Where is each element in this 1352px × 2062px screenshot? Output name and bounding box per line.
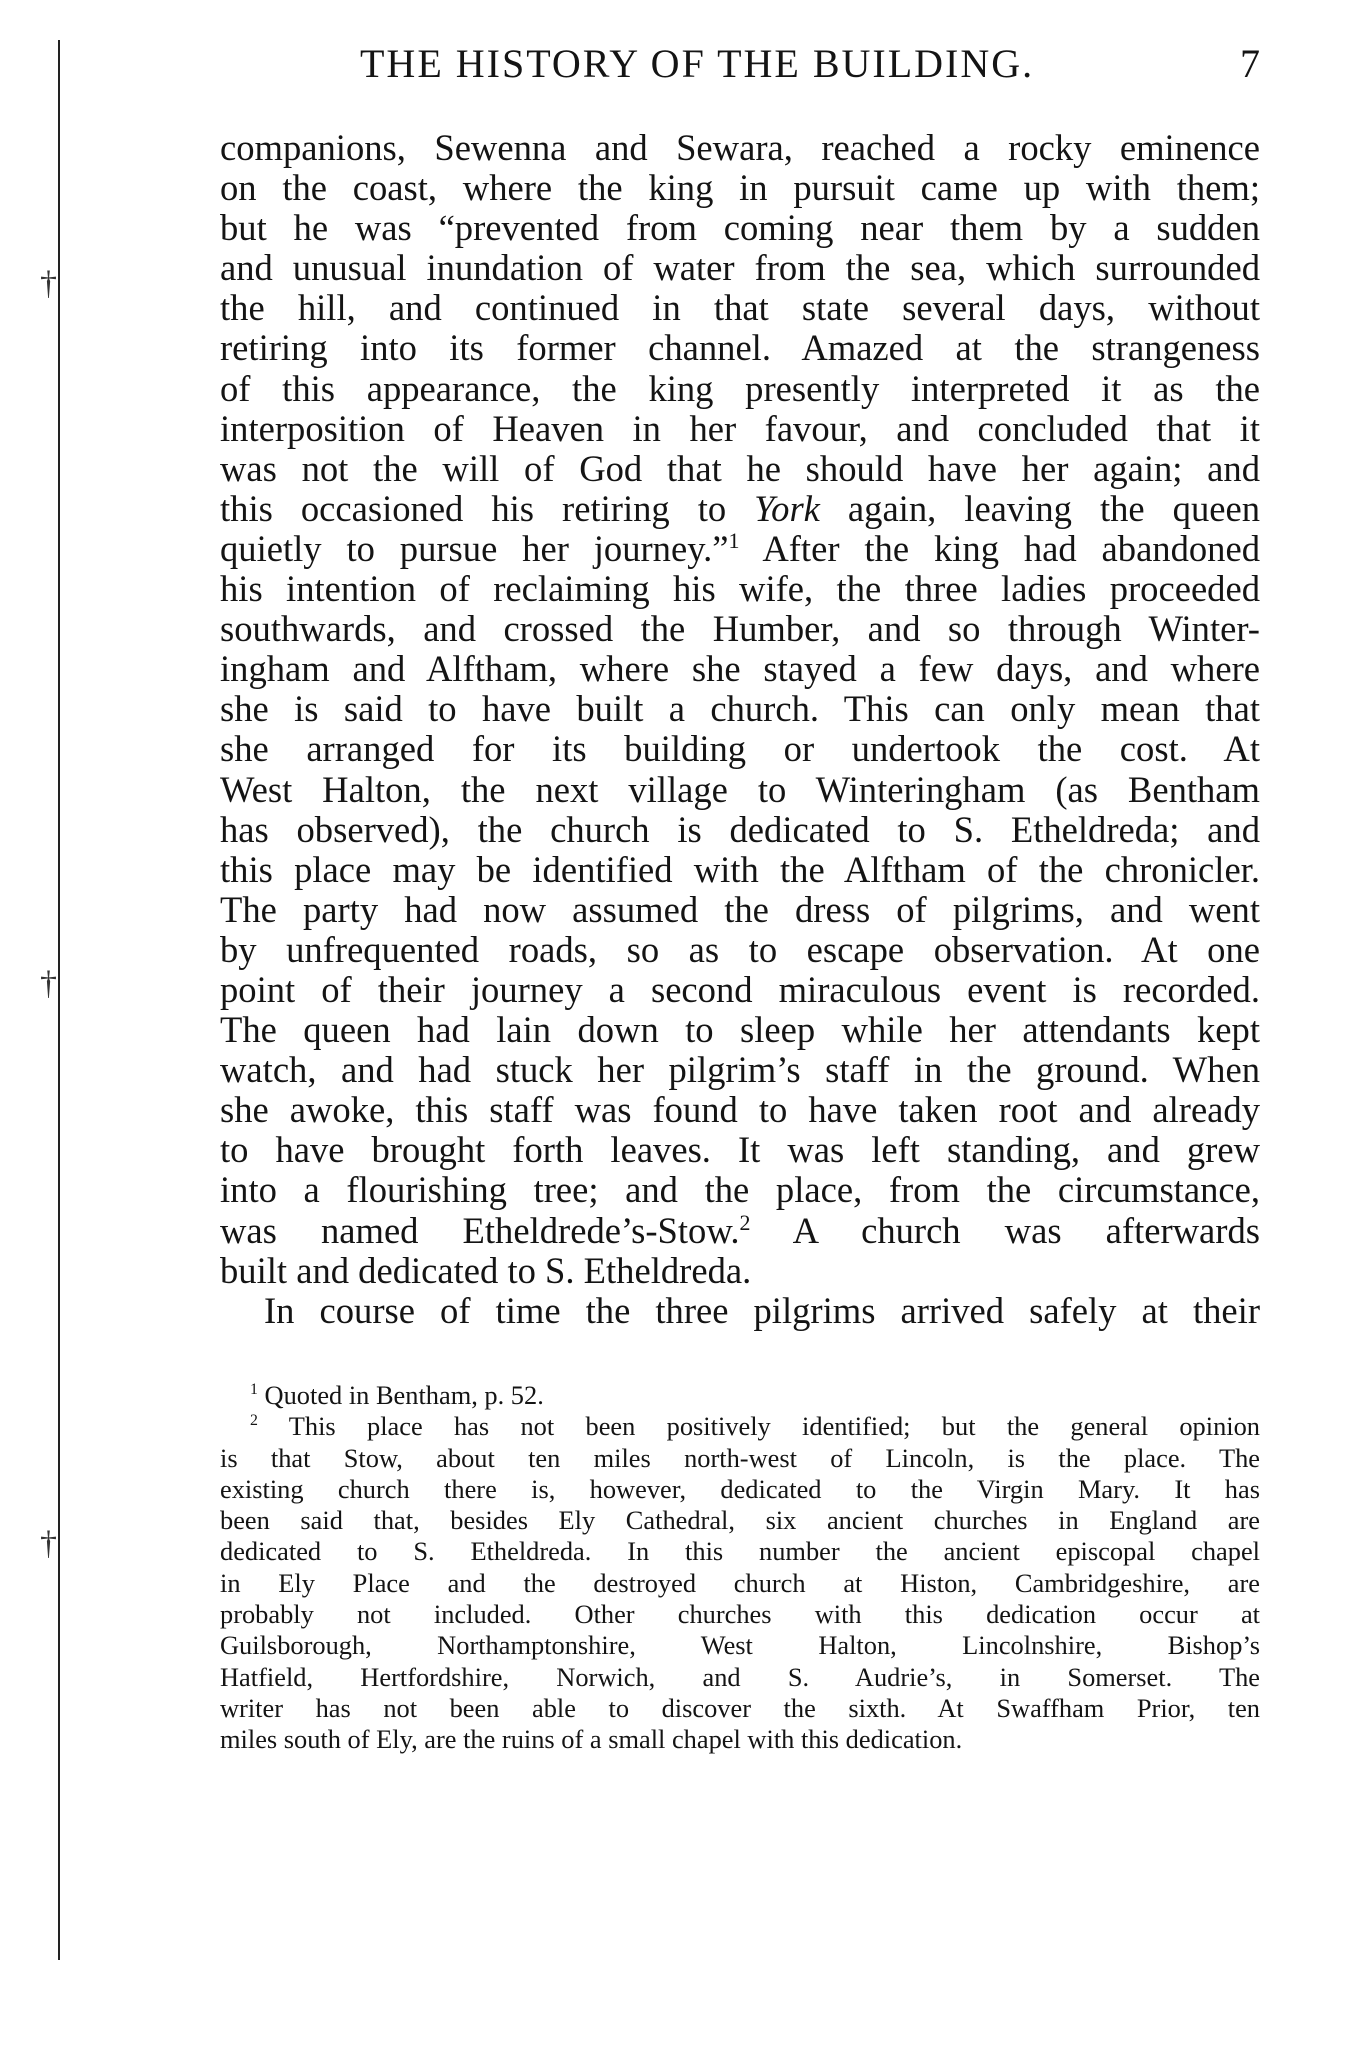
text-line: The queen had lain down to sleep while her attendants kept (220, 1009, 1260, 1051)
text-line: she arranged for its building or undertook the cost. At (220, 728, 1260, 770)
text-fragment: quietly to pursue her journey.” (220, 527, 729, 569)
text-line: to have brought forth leaves. It was left standing, and grew (220, 1129, 1260, 1171)
footnote-text: Quoted in Bentham, p. 52. (264, 1380, 544, 1410)
paragraph-first-line: In course of time the three pilgrims arrived safely at their (264, 1289, 1260, 1331)
footnote-line: in Ely Place and the destroyed church at Histon, Cambridgeshire, are (220, 1567, 1260, 1598)
text-line: she awoke, this staff was found to have taken root and already (220, 1089, 1260, 1131)
margin-blot-mark: † (40, 1525, 57, 1562)
footnote-line: writer has not been able to discover the sixth. At Swaffham Prior, ten (220, 1692, 1260, 1723)
footnote-line: probably not included. Other churches with this dedication occur at (220, 1599, 1260, 1630)
footnote-line: miles south of Ely, are the ruins of a small chapel with this dedication. (220, 1724, 963, 1755)
text-fragment: After the king had abandoned (739, 527, 1260, 569)
footnote-2-first-line (220, 1411, 1260, 1442)
text-line (220, 1211, 1260, 1251)
text-line: companions, Sewenna and Sewara, reached a rocky eminence (220, 127, 1260, 168)
page-number: 7 (1240, 41, 1260, 86)
text-fragment: again, leaving the queen (819, 487, 1260, 529)
text-line: of this appearance, the king presently interpreted it as the (220, 367, 1260, 409)
text-line: his intention of reclaiming his wife, the three ladies proceeded (220, 568, 1260, 610)
footnote-line: is that Stow, about ten miles north-west of Lincoln, is the place. The (220, 1442, 1260, 1473)
text-line: and unusual inundation of water from the sea, which surrounded (220, 247, 1260, 289)
footnote-line: Hatfield, Hertfordshire, Norwich, and S. Audrie’s, in Somerset. The (220, 1661, 1260, 1692)
italic-place-name: York (754, 487, 820, 529)
text-line: the hill, and continued in that state several days, without (220, 287, 1260, 329)
margin-blot-mark: † (40, 965, 57, 1002)
binding-edge-line (58, 40, 60, 1960)
text-line (220, 489, 1260, 529)
text-line: watch, and had stuck her pilgrim’s staff in the ground. When (220, 1049, 1260, 1091)
text-line: southwards, and crossed the Humber, and so through Winter- (220, 608, 1260, 650)
running-head (220, 40, 1260, 100)
footnote-line: Guilsborough, Northamptonshire, West Halton, Lincolnshire, Bishop’s (220, 1630, 1260, 1661)
footnote-1 (220, 1380, 1260, 1411)
footnote-line: existing church there is, however, dedicated to the Virgin Mary. It has (220, 1473, 1260, 1504)
text-line: interposition of Heaven in her favour, and concluded that it (220, 407, 1260, 449)
text-line: point of their journey a second miraculous event is recorded. (220, 968, 1260, 1010)
text-fragment: was named Etheldrede’s-Stow. (220, 1209, 740, 1251)
text-line: on the coast, where the king in pursuit came up with them; (220, 167, 1260, 209)
text-line (220, 529, 1260, 569)
footnote-line: been said that, besides Ely Cathedral, six ancient churches in England are (220, 1505, 1260, 1536)
text-line: built and dedicated to S. Etheldreda. (220, 1249, 752, 1291)
text-line: into a flourishing tree; and the place, from the circumstance, (220, 1169, 1260, 1211)
footnote-line: dedicated to S. Etheldreda. In this number the ancient episcopal chapel (220, 1536, 1260, 1567)
footnote-ref-2[interactable]: 2 (739, 1209, 751, 1235)
text-line: ingham and Alftham, where she stayed a few days, and where (220, 648, 1260, 690)
margin-blot-mark: † (40, 265, 57, 302)
footnote-text: This place has not been positively identified; but the general opinion (288, 1411, 1261, 1442)
text-line: has observed), the church is dedicated to S. Etheldreda; and (220, 808, 1260, 850)
text-line: but he was “prevented from coming near them by a sudden (220, 207, 1260, 249)
footnote-marker: 1 (250, 1381, 258, 1399)
text-line: this place may be identified with the Alftham of the chronicler. (220, 848, 1260, 890)
text-line: she is said to have built a church. This can only mean that (220, 688, 1260, 730)
text-line: West Halton, the next village to Winteringham (as Bentham (220, 768, 1260, 810)
text-line: The party had now assumed the dress of pilgrims, and went (220, 888, 1260, 930)
footnote-ref-1[interactable]: 1 (728, 527, 740, 553)
footnote-marker: 2 (250, 1412, 258, 1430)
running-title: THE HISTORY OF THE BUILDING. (360, 41, 1035, 86)
footnotes (220, 1380, 1260, 1756)
text-fragment: A church was afterwards (750, 1209, 1261, 1251)
body-text (220, 128, 1260, 1331)
text-line: was not the will of God that he should have her again; and (220, 447, 1260, 489)
text-fragment: this occasioned his retiring to (220, 487, 755, 529)
text-line: retiring into its former channel. Amazed at the strangeness (220, 327, 1260, 369)
text-line: by unfrequented roads, so as to escape observation. At one (220, 928, 1260, 970)
